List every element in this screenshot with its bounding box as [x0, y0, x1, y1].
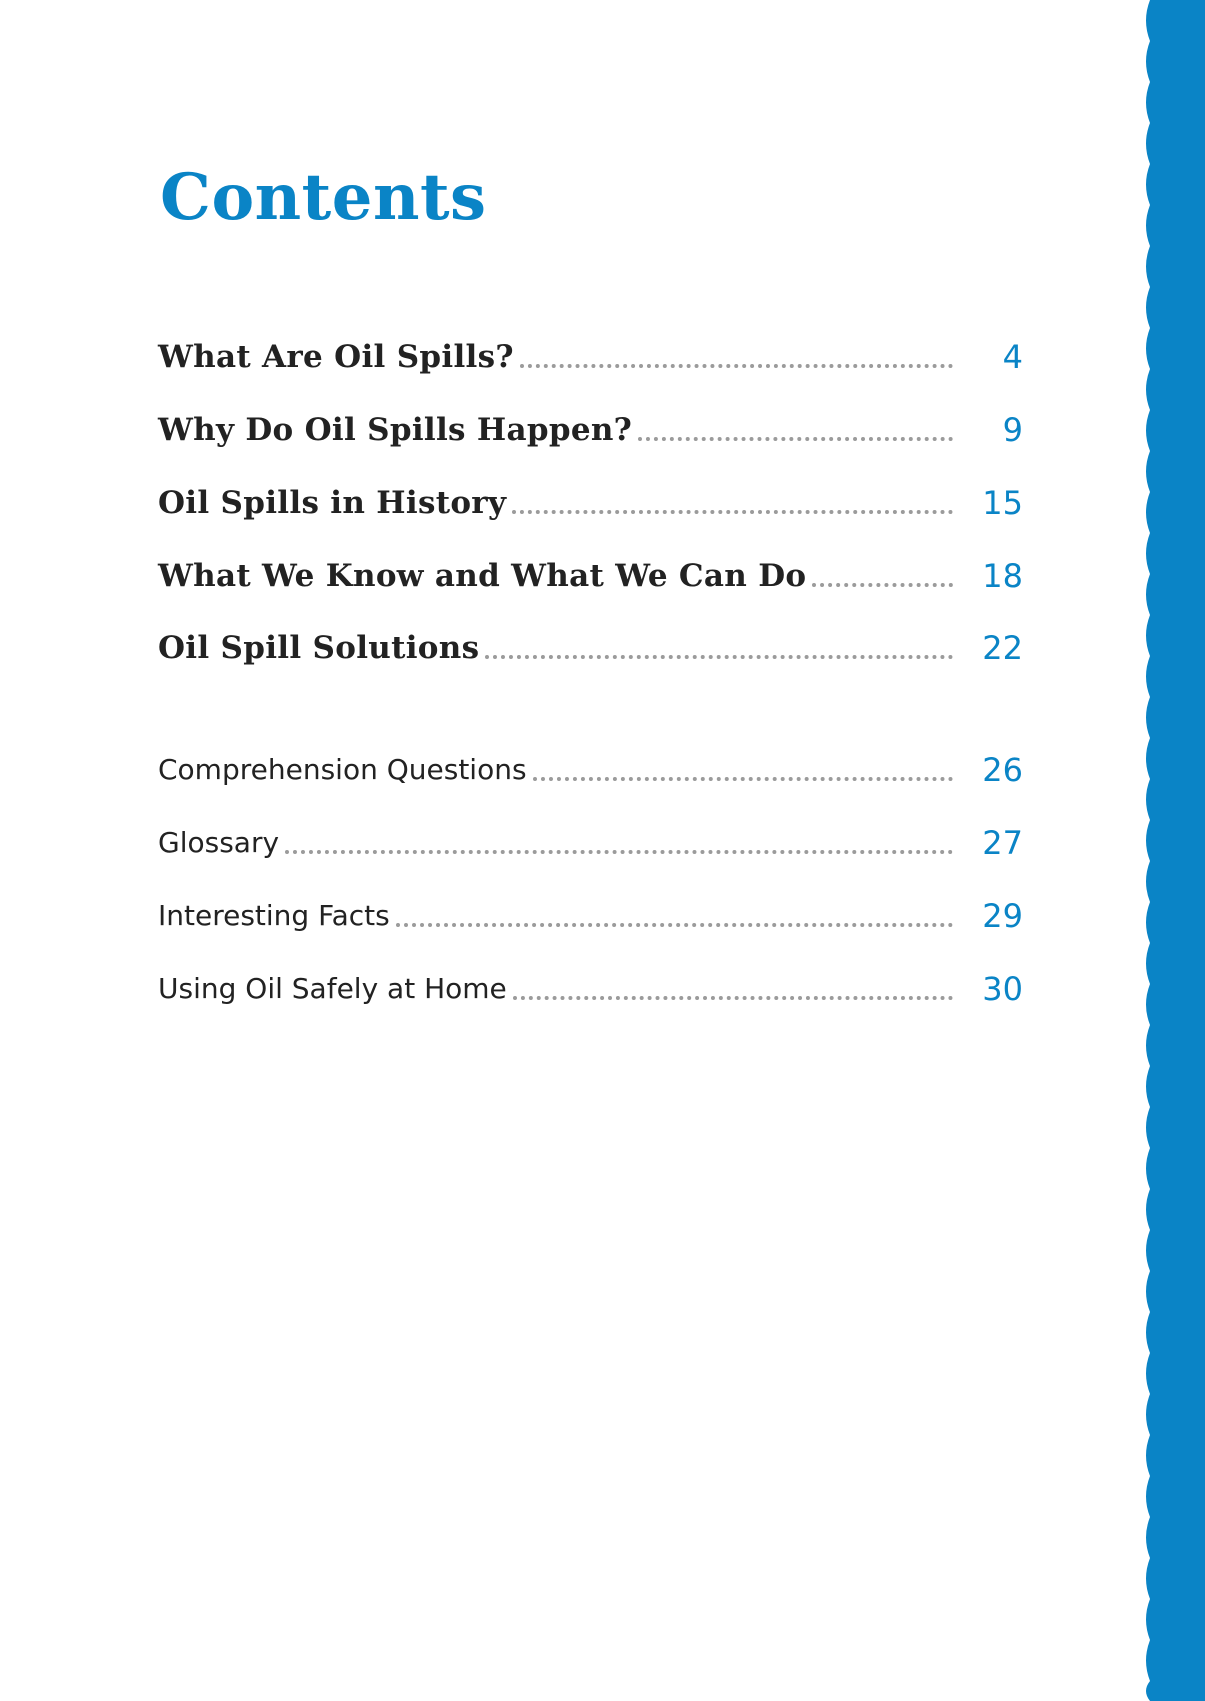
toc-entry[interactable] — [158, 745, 1023, 795]
toc-entry-page: 9 — [1002, 411, 1023, 449]
dot-leader — [512, 510, 953, 514]
toc-entry[interactable] — [158, 332, 1023, 382]
dot-leader — [485, 655, 953, 659]
dot-leader — [285, 850, 953, 854]
toc-entry-page: 4 — [1002, 338, 1023, 376]
toc-entry-label: Comprehension Questions — [158, 753, 527, 786]
toc-entry[interactable] — [158, 405, 1023, 455]
toc-entry-page: 18 — [982, 557, 1023, 595]
toc-entry[interactable] — [158, 478, 1023, 528]
toc-entry-label: What Are Oil Spills? — [158, 339, 514, 375]
dot-leader — [520, 364, 953, 368]
toc-entry-page: 29 — [982, 897, 1023, 935]
toc-entry-page: 26 — [982, 751, 1023, 789]
toc-entry-label: Using Oil Safely at Home — [158, 972, 507, 1005]
dot-leader — [812, 583, 953, 587]
toc-entry[interactable] — [158, 623, 1023, 673]
page-title: Contents — [160, 160, 487, 235]
toc-entry[interactable] — [158, 891, 1023, 941]
toc-entry-label: Why Do Oil Spills Happen? — [158, 412, 633, 448]
wavy-blue-border — [1138, 0, 1205, 1701]
toc-entry[interactable] — [158, 551, 1023, 601]
dot-leader — [513, 996, 953, 1000]
toc-entry-page: 27 — [982, 824, 1023, 862]
toc-entry-label: Oil Spills in History — [158, 485, 507, 521]
toc-entry-label: Oil Spill Solutions — [158, 630, 480, 666]
toc-entry-label: Glossary — [158, 826, 280, 859]
toc-entry-label: What We Know and What We Can Do — [158, 558, 807, 594]
toc-entry-page: 30 — [982, 970, 1023, 1008]
toc-entry-page: 15 — [982, 484, 1023, 522]
dot-leader — [396, 923, 953, 927]
toc-entry[interactable] — [158, 818, 1023, 868]
toc-entry-page: 22 — [982, 629, 1023, 667]
dot-leader — [638, 437, 953, 441]
dot-leader — [533, 777, 953, 781]
toc-entry-label: Interesting Facts — [158, 899, 390, 932]
toc-entry[interactable] — [158, 964, 1023, 1014]
